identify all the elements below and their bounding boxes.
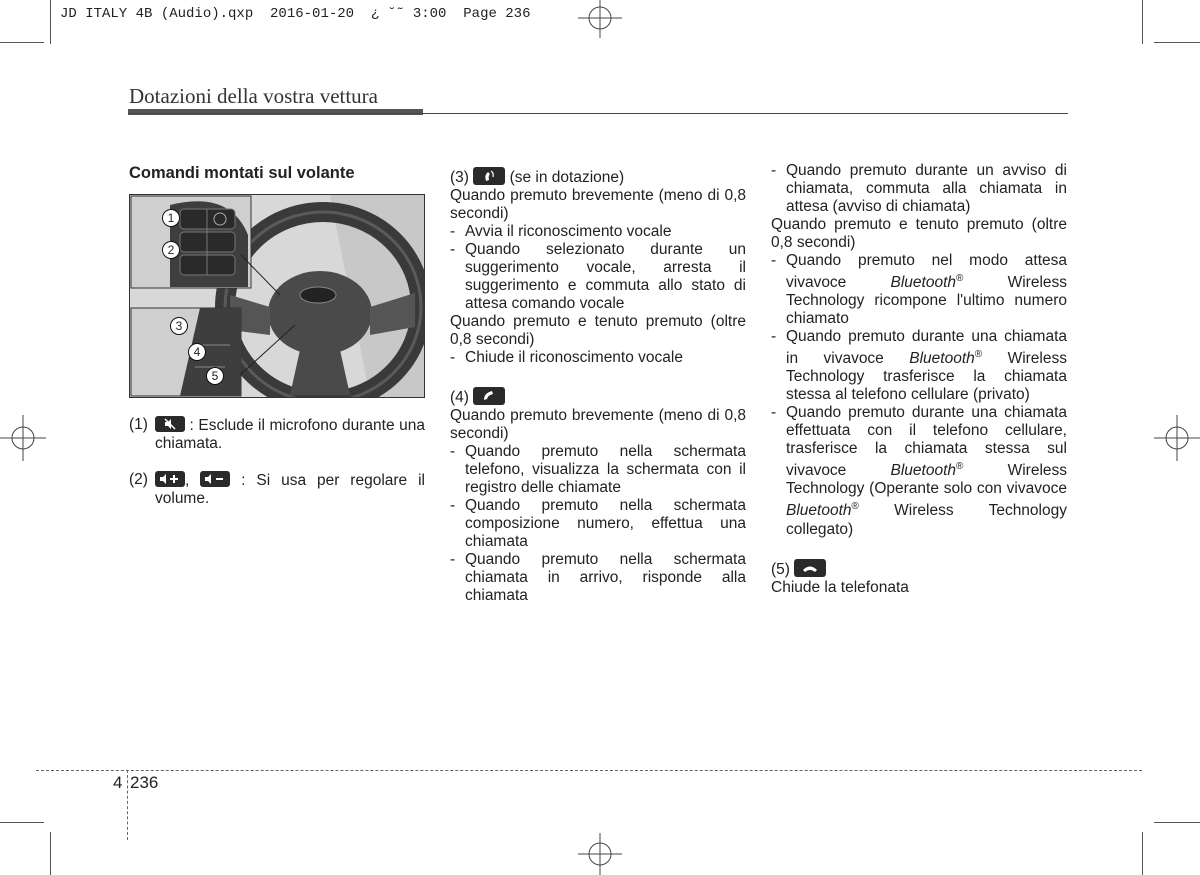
registered-mark: ® (956, 273, 964, 284)
figure-callout: 5 (206, 367, 224, 385)
crop-mark (50, 832, 51, 875)
long-press-list (450, 349, 746, 367)
mute-icon (155, 416, 185, 432)
spacer (771, 539, 1067, 559)
spacer (129, 453, 425, 471)
list-item (771, 252, 1067, 328)
registered-mark: ® (851, 501, 859, 513)
page-number: 236 (130, 773, 159, 792)
short-press-list (450, 223, 746, 313)
list-item: - Quando premuto nella schermata telefono, visualizza la schermata con il registro delle chiamate (450, 443, 746, 497)
figure-callout: 1 (162, 209, 180, 227)
list-item: - Quando premuto nella schermata composizione numero, effettua una chiamata (450, 497, 746, 551)
crop-mark (1154, 822, 1200, 823)
column-3 (771, 162, 1067, 597)
registration-mark-icon (578, 0, 622, 38)
end-call-description: Chiude la telefonata (771, 578, 909, 596)
print-slug: JD ITALY 4B (Audio).qxp 2016-01-20 ¿ ˘˜ 3:00 Page 236 (60, 6, 531, 22)
item-5-header (771, 559, 1067, 579)
footer-divider (127, 770, 128, 840)
call-answer-icon (473, 387, 505, 405)
list-item: - Chiude il riconoscimento vocale (450, 349, 746, 367)
list-item-text: Quando premuto durante una chiamata effettuata con il telefono cellulare, trasferisce la chiamata stessa sul vivavoce (786, 404, 1067, 480)
registered-mark: ® (956, 461, 964, 473)
section-title: Dotazioni della vostra vettura (129, 84, 378, 108)
list-item: - Avvia il riconoscimento vocale (450, 223, 746, 241)
registered-mark: ® (974, 349, 983, 361)
call-end-icon (794, 559, 826, 577)
item-number: (5) (771, 560, 790, 578)
optional-note: (se in dotazione) (509, 169, 625, 186)
steering-wheel-figure (129, 194, 425, 398)
registration-mark-icon (0, 415, 46, 461)
bluetooth-brand: Bluetooth (890, 274, 957, 292)
list-item-text: Wireless Technology collegato) (786, 502, 1067, 538)
list-item: - Quando selezionato durante un suggerimento vocale, arresta il suggerimento e commuta allo stato di attesa comando vocale (450, 241, 746, 313)
crop-mark (1142, 0, 1143, 44)
item-description (155, 471, 425, 508)
column-2 (450, 167, 746, 605)
footer-rule (36, 770, 1142, 771)
title-rule-thick (128, 109, 423, 115)
short-press-label: Quando premuto brevemente (meno di 0,8 secondi) (450, 187, 746, 222)
chapter-number: 4 (113, 773, 123, 792)
volume-down-icon (200, 471, 230, 487)
list-item-text: Quando premuto nel modo attesa vivavoce (786, 252, 1067, 292)
spacer (450, 367, 746, 387)
section-heading: Comandi montati sul volante (129, 164, 355, 182)
mute-description: : Esclude il microfono durante una chiamata. (155, 417, 425, 452)
column-1 (129, 164, 425, 508)
voice-recognition-icon (473, 167, 505, 185)
item-number: (4) (450, 389, 469, 406)
figure-callout: 3 (170, 317, 188, 335)
item-number: (3) (450, 169, 469, 186)
long-press-label: Quando premuto e tenuto premuto (oltre 0,8 secondi) (771, 216, 1067, 251)
volume-description: : Si usa per regolare il volume. (155, 472, 425, 507)
bluetooth-brand: Bluetooth (786, 502, 852, 520)
list-item-text: Quando premuto durante una chiamata in vivavoce (786, 328, 1067, 368)
bluetooth-brand: Bluetooth (890, 462, 957, 480)
call-waiting-list (771, 162, 1067, 216)
control-item-mute (129, 416, 425, 453)
list-item (771, 328, 1067, 404)
volume-up-icon (155, 471, 185, 487)
crop-mark (0, 42, 44, 43)
item-number: (1) (129, 416, 148, 433)
title-rule (128, 113, 1068, 114)
short-press-list (450, 443, 746, 605)
list-item: - Quando premuto nella schermata chiamata in arrivo, risponde alla chiamata (450, 551, 746, 605)
bluetooth-brand: Bluetooth (909, 350, 975, 368)
item-number: (2) (129, 471, 148, 488)
crop-mark (1154, 42, 1200, 43)
list-item-text: Wireless Technology (Operante solo con vivavoce (786, 462, 1068, 498)
crop-mark (1142, 832, 1143, 875)
long-press-list (771, 252, 1067, 539)
long-press-label: Quando premuto e tenuto premuto (oltre 0,8 secondi) (450, 313, 746, 348)
figure-callout: 2 (162, 241, 180, 259)
figure-callout: 4 (188, 343, 206, 361)
list-item-text: Wireless Technology trasferisce la chiamata stessa al telefono cellulare (privato) (786, 350, 1067, 404)
list-item: - Quando premuto durante un avviso di chiamata, commuta alla chiamata in attesa (avviso di chiamata) (771, 162, 1067, 216)
item-4-header (450, 387, 746, 407)
control-item-volume (129, 471, 425, 508)
registration-mark-icon (1154, 415, 1200, 461)
registration-mark-icon (578, 833, 622, 875)
short-press-label: Quando premuto brevemente (meno di 0,8 secondi) (450, 407, 746, 442)
item-description (155, 416, 425, 453)
crop-mark (50, 0, 51, 44)
crop-mark (0, 822, 44, 823)
item-3-header (450, 167, 746, 187)
icon-separator: , (185, 472, 190, 489)
list-item-text: Wireless Technology ricompone l'ultimo numero chiamato (786, 274, 1068, 328)
list-item (771, 404, 1067, 538)
